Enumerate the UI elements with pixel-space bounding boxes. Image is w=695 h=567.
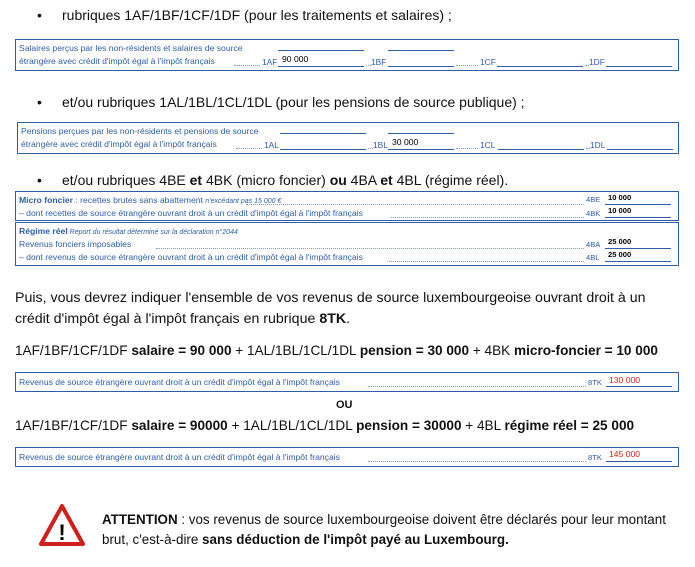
formula-1-p1: 1AF/1BF/1CF/1DF: [15, 343, 132, 358]
field-1BL-overline: [388, 133, 454, 134]
form-8tk-2: [15, 447, 679, 467]
value-4BL: 25 000: [608, 250, 632, 259]
form-8tk-1-code: 8TK: [588, 378, 602, 387]
code-4BL: 4BL: [586, 253, 600, 262]
formula-2-p2: + 1AL/1BL/1CL/1DL: [227, 418, 357, 433]
field-1BF[interactable]: [388, 53, 454, 67]
formula-2-p3: + 4BL: [461, 418, 505, 433]
instruction-paragraph: [15, 288, 680, 330]
value-1AF: 90 000: [282, 54, 309, 64]
dotted-leader: [246, 204, 584, 205]
value-4BE: 10 000: [608, 193, 632, 202]
bullet-3-mid2: 4BA: [346, 172, 381, 188]
formula-2-p2b: pension = 30000: [356, 418, 462, 433]
bullet-3-et1: et: [189, 172, 203, 188]
warning-title: ATTENTION: [102, 512, 178, 527]
code-1DF: 1DF: [589, 57, 605, 67]
field-1BF-overline: [388, 50, 454, 51]
formula-2-p3b: régime réel = 25 000: [504, 418, 635, 433]
form-8tk-1-label: Revenus de source étrangère ouvrant droit à un crédit d'impôt égal à l'impôt français: [19, 377, 340, 387]
ou-separator: OU: [336, 399, 353, 411]
code-4BE: 4BE: [586, 195, 601, 204]
formula-1-p2b: pension = 30 000: [359, 343, 470, 358]
dotted-leader: [391, 217, 584, 218]
code-1AL: 1AL: [264, 140, 279, 150]
bullet-3-text: [62, 171, 508, 189]
bullet-1: [37, 6, 657, 24]
formula-1: [15, 343, 658, 358]
code-1CL: 1CL: [480, 140, 496, 150]
formula-2: [15, 418, 634, 433]
paragraph-end: .: [346, 311, 351, 327]
regime-reel-line-1: [19, 226, 238, 238]
field-1AL-overline: [280, 133, 366, 134]
dotted-leader: [236, 148, 262, 149]
dotted-leader: [368, 461, 586, 462]
code-4BK: 4BK: [586, 209, 601, 218]
code-1BF: 1BF: [371, 57, 387, 67]
warning-triangle-icon: [38, 503, 86, 547]
dotted-leader: [368, 386, 586, 387]
bullet-2-text: et/ou rubriques 1AL/1BL/1CL/1DL (pour les pensions de source publique) ;: [62, 94, 525, 110]
code-1BL: 1BL: [373, 140, 388, 150]
warning-icon: [38, 503, 86, 547]
regime-reel-line-2: Revenus fonciers imposables: [19, 239, 132, 249]
warning-text-1: : vos revenus de source luxembourgeoise doivent être déclarés pour leur montant brut, c'est-à-dire: [102, 512, 666, 547]
bullet-dot: •: [37, 7, 42, 23]
bullet-3-post: 4BL (régime réel).: [392, 172, 509, 188]
dotted-leader: [456, 148, 478, 149]
value-4BK: 10 000: [608, 206, 632, 215]
form-8tk-2-label: Revenus de source étrangère ouvrant droit à un crédit d'impôt égal à l'impôt français: [19, 452, 340, 462]
form-pensions: [17, 122, 679, 154]
form-salaires-label-2: étrangère avec crédit d'impôt égal à l'impôt français: [19, 56, 215, 66]
form-8tk-1: [15, 372, 679, 392]
code-1DL: 1DL: [590, 140, 606, 150]
bullet-2: [37, 93, 657, 111]
warning-text: [102, 510, 682, 550]
dotted-leader: [234, 65, 260, 66]
form-8tk-2-code: 8TK: [588, 453, 602, 462]
code-4BA: 4BA: [586, 240, 601, 249]
form-salaires-label-1: Salaires perçus par les non-résidents et salaires de source: [19, 43, 243, 53]
formula-2-p1b: salaire = 90000: [131, 418, 228, 433]
code-1AF: 1AF: [262, 57, 278, 67]
form-regime-reel: [15, 222, 679, 266]
value-8tk-1: 130 000: [609, 375, 641, 385]
bullet-3: [37, 171, 657, 189]
warning-bold: sans déduction de l'impôt payé au Luxembourg.: [202, 532, 509, 547]
paragraph-bold-8tk: 8TK: [319, 311, 347, 327]
micro-foncier-line-2: – dont recettes de source étrangère ouvrant droit à un crédit d'impôt égal à l'impôt français: [19, 208, 363, 218]
bullet-3-et2: et: [380, 172, 393, 188]
dotted-leader: [389, 261, 584, 262]
formula-1-p2: + 1AL/1BL/1CL/1DL: [231, 343, 360, 358]
bullet-1-text: rubriques 1AF/1BF/1CF/1DF (pour les traitements et salaires) ;: [62, 7, 452, 23]
micro-foncier-line-1: [19, 195, 281, 207]
formula-1-p1b: salaire = 90 000: [131, 343, 232, 358]
paragraph-text: Puis, vous devrez indiquer l'ensemble de vos revenus de source luxembourgeoise ouvrant droit à un crédit d'impôt égal à l'impôt français en rubrique: [15, 290, 646, 327]
form-pensions-label-2: étrangère avec crédit d'impôt égal à l'impôt français: [21, 139, 217, 149]
dotted-leader: [156, 248, 584, 249]
field-1CF[interactable]: [497, 53, 583, 67]
value-4BA: 25 000: [608, 237, 632, 246]
micro-foncier-title: Micro foncier: [19, 195, 73, 205]
formula-1-p3b: micro-foncier = 10 000: [514, 343, 658, 358]
form-micro-foncier: [15, 191, 679, 221]
bullet-3-mid: 4BK (micro foncier): [202, 172, 330, 188]
micro-foncier-note: n'excédant pas 15 000 €: [205, 198, 282, 205]
regime-reel-title: Régime réel: [19, 226, 68, 236]
bullet-dot: •: [37, 94, 42, 110]
regime-reel-note: Report du résultat déterminé sur la déclaration n°2044: [67, 229, 238, 236]
field-1CL[interactable]: [498, 136, 584, 150]
warning-glyph: !: [58, 520, 66, 545]
bullet-3-pre: et/ou rubriques 4BE: [62, 172, 190, 188]
bullet-dot: •: [37, 172, 42, 188]
dotted-leader: [456, 65, 478, 66]
field-1DL[interactable]: [607, 136, 673, 150]
field-1AL[interactable]: [280, 136, 366, 150]
form-salaires: [15, 39, 679, 71]
regime-reel-line-3: – dont revenus de source étrangère ouvrant droit à un crédit d'impôt égal à l'impôt français: [19, 252, 363, 262]
value-8tk-2: 145 000: [609, 449, 641, 459]
field-1DF[interactable]: [606, 53, 672, 67]
bullet-3-ou: ou: [329, 172, 347, 188]
field-1AF-overline: [278, 50, 364, 51]
micro-foncier-title-rest: : recettes brutes sans abattement: [72, 195, 206, 205]
code-1CF: 1CF: [480, 57, 496, 67]
formula-1-p3: + 4BK: [469, 343, 515, 358]
form-pensions-label-1: Pensions perçues par les non-résidents et pensions de source: [21, 126, 259, 136]
value-1BL: 30 000: [392, 137, 419, 147]
formula-2-p1: 1AF/1BF/1CF/1DF: [15, 418, 132, 433]
